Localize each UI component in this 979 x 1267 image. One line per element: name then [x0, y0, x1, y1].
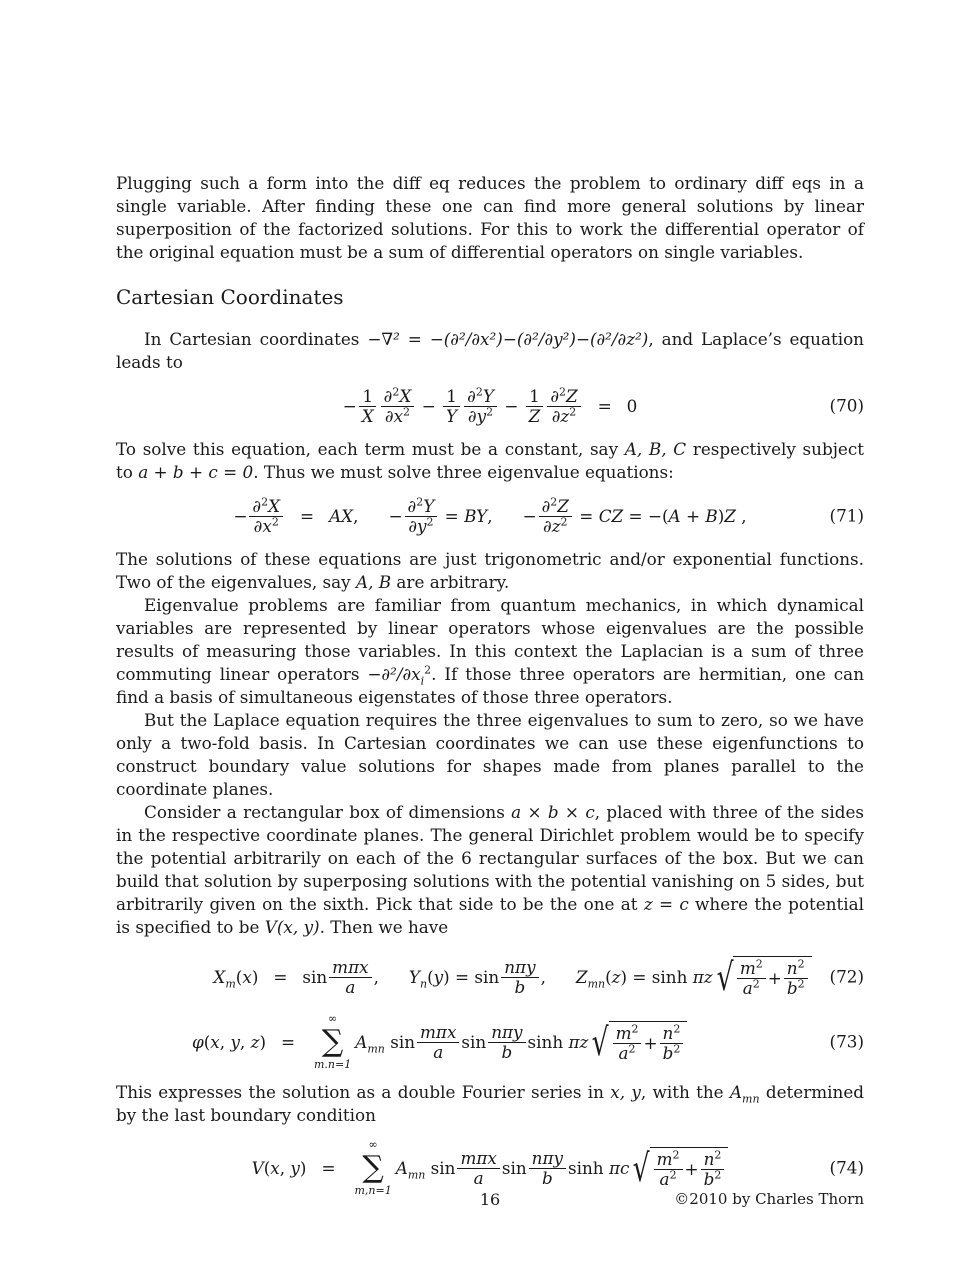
section-title: Cartesian Coordinates	[116, 285, 344, 309]
paragraph-solve: To solve this equation, each term must be a constant, say A, B, C respectively subject to a + b + c = 0. Thus we must solve three eigenvalue equations:	[116, 439, 864, 482]
page-body	[116, 172, 864, 1205]
paragraph-cartesian: In Cartesian coordinates −∇² = −(∂²/∂x²)−(∂²/∂y²)−(∂²/∂z²), and Laplace’s equation leads to	[116, 329, 864, 372]
equation-71: − $\frac{\partial^2X}{\partial x^2}$ = AX, − $\frac{\partial^2Y}{\partial y^2}$ = BY, − $\frac{\partial^2Z}{\partial z^2}$ = CZ = −(A + B)Z , (71)	[233, 494, 864, 536]
paragraph-box: Consider a rectangular box of dimensions a × b × c, placed with three of the sides in the respective coordinate planes. The general Dirichlet problem would be to specify the potential arbitrarily on each of the 6 rectangular surfaces of the box. But we can build that solution by superposing solutions with the potential vanishing on 5 sides, but arbitrarily given on the sixth. Pick that side to be the one at z = c where the potential is specified to be V(x, y). Then we have	[116, 802, 864, 937]
equation-number-70: (70)	[829, 395, 864, 416]
equation-74: V(x, y) = ∞ ∑ m,n=1 $A_{mn}$ sin $\frac{\text{mπx}}{a}$ sin $\frac{\text{nπy}}{b}$ sinh πc √ $\frac{m^2}{a^2}$ + $\frac{n^2}{b^2}$ (74)	[251, 1138, 864, 1197]
paragraph-eigenvalue: Eigenvalue problems are familiar from quantum mechanics, in which dynamical variables are represented by linear operators whose eigenvalues are the possible results of measuring those variables. In this context the Laplacian is a sum of three commuting linear operators $-\partial^2/\partial x_i^2$. If those three operators are hermitian, one can find a basis of simultaneous eigenstates of those three operators.	[116, 595, 864, 707]
paragraph-fourier: This expresses the solution as a double Fourier series in x, y, with the $A_{mn}$ determined by the last boundary condition	[116, 1082, 864, 1125]
equation-number-72: (72)	[829, 966, 864, 987]
equation-number-73: (73)	[829, 1031, 864, 1052]
equation-73: φ(x, y, z) = ∞ ∑ m.n=1 $A_{mn}$ sin $\frac{\text{mπx}}{a}$ sin $\frac{\text{nπy}}{b}$ sinh πz √ $\frac{m^2}{a^2}$ + $\frac{n^2}{b^2}$ (73)	[191, 1012, 864, 1071]
page-footer	[116, 1190, 864, 1214]
equation-number-71: (71)	[829, 505, 864, 526]
paragraph-laplace: But the Laplace equation requires the three eigenvalues to sum to zero, so we have only a two-fold basis. In Cartesian coordinates we can use these eigenfunctions to construct boundary value solutions for shapes made from planes parallel to the coordinate planes.	[116, 710, 864, 799]
paragraph-intro: Plugging such a form into the diff eq reduces the problem to ordinary diff eqs in a single variable. After finding these one can find more general solutions by linear superposition of the factorized solutions. For this to work the differential operator of the original equation must be a sum of differential operators on single variables.	[116, 173, 864, 262]
equation-72: $X_m(x)$ = sin $\frac{\text{mπx}}{a}$ , $Y_n(y) = \sin$ $\frac{\text{nπy}}{b}$ , $Z_{mn}(z) = \sinh \pi z$ √ $\frac{m^2}{a^2}$ + $\frac{n^2}{b^2}$ (72)	[213, 955, 864, 999]
equation-number-74: (74)	[829, 1157, 864, 1178]
copyright-notice: ©2010 by Charles Thorn	[674, 1190, 864, 1208]
page-number: 16	[479, 1190, 501, 1209]
equation-70: − $\frac{1}{X}$ $\frac{\partial^2X}{\partial x^2}$ − $\frac{1}{Y}$ $\frac{\partial^2Y}{\partial y^2}$ − $\frac{1}{Z}$ $\frac{\partial^2Z}{\partial z^2}$ = 0 (70)	[342, 384, 864, 426]
paragraph-solutions: The solutions of these equations are just trigonometric and/or exponential functions. Two of the eigenvalues, say A, B are arbitrary.	[116, 549, 864, 592]
